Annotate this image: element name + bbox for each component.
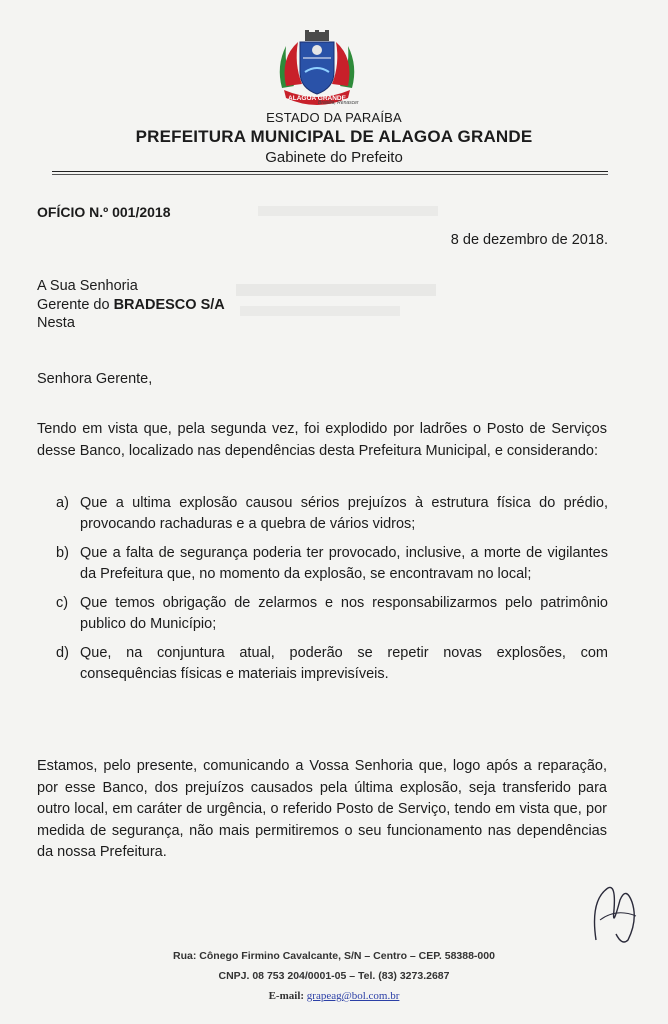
footer-email-line xyxy=(0,990,668,1002)
list-item xyxy=(56,593,608,635)
municipality-name: PREFEITURA MUNICIPAL DE ALAGOA GRANDE xyxy=(135,127,533,146)
list-marker: b) xyxy=(56,545,69,561)
list-marker: a) xyxy=(56,495,69,511)
footer-address: Rua: Cônego Firmino Cavalcante, S/N – Centro – CEP. 58388-000 xyxy=(173,950,495,962)
header-divider-secondary xyxy=(52,174,608,175)
list-item-text: Que temos obrigação de zelarmos e nos responsabilizarmos pelo patrimônio publico do Município; xyxy=(80,595,608,632)
state-name: ESTADO DA PARAÍBA xyxy=(266,110,402,125)
body-paragraph-1: Tendo em vista que, pela segunda vez, foi explodido por ladrões o Posto de Serviços desse Banco, localizado nas dependências desta Prefeitura Municipal, e considerando: xyxy=(37,421,607,459)
addressee-line-3: Nesta xyxy=(37,315,75,331)
addressee-line-2 xyxy=(37,296,225,315)
footer-email-label: E-mail: xyxy=(268,990,307,1002)
municipal-coat-of-arms-icon xyxy=(272,28,362,108)
crest-banner-text: ALAGOA GRANDE xyxy=(288,95,346,102)
addressee-block xyxy=(37,277,225,333)
list-marker: d) xyxy=(56,645,69,661)
body-paragraph-2: Estamos, pelo presente, comunicando a Vossa Senhoria que, logo após a reparação, por esse Banco, dos prejuízos causados pela última explosão, seja transferido para outro local, em caráter de urgência, o referido Posto de Serviço, tendo em vista que, por medida de segurança, não mais permitiremos o seu funcionamento nas dependências da nossa Prefeitura. xyxy=(37,758,607,860)
considerations-list xyxy=(56,493,608,693)
bleed-through-mark xyxy=(258,206,438,216)
addressee-line-1: A Sua Senhoria xyxy=(37,278,138,294)
list-item-text: Que a falta de segurança poderia ter provocado, inclusive, a morte de vigilantes da Prefeitura que, no momento da explosão, se encontravam no local; xyxy=(80,545,608,582)
salutation: Senhora Gerente, xyxy=(37,371,153,387)
bleed-through-mark xyxy=(236,284,436,296)
footer-cnpj-phone: CNPJ. 08 753 204/0001-05 – Tel. (83) 3273.2687 xyxy=(218,970,450,982)
list-item-text: Que a ultima explosão causou sérios prejuízos à estrutura física do prédio, provocando rachaduras e a quebra de vários vidros; xyxy=(80,495,608,532)
addressee-role: Gerente do xyxy=(37,296,114,313)
list-item xyxy=(56,543,608,585)
crest-motto: Brasilia, Renascer xyxy=(318,100,359,106)
list-item xyxy=(56,643,608,685)
document-reference: OFÍCIO N.º 001/2018 xyxy=(37,204,171,220)
footer-email-link[interactable]: grapeag@bol.com.br xyxy=(306,990,400,1002)
list-item-text: Que, na conjuntura atual, poderão se repetir novas explosões, com consequências físicas e materiais imprevisíveis. xyxy=(80,645,608,682)
list-marker: c) xyxy=(56,595,69,611)
addressee-bank: BRADESCO S/A xyxy=(113,296,225,313)
list-item xyxy=(56,493,608,535)
header-divider xyxy=(52,171,608,172)
document-date: 8 de dezembro de 2018. xyxy=(450,232,608,248)
bleed-through-mark xyxy=(240,306,400,316)
handwritten-initials-signature xyxy=(586,880,646,950)
cabinet-name: Gabinete do Prefeito xyxy=(265,149,403,166)
